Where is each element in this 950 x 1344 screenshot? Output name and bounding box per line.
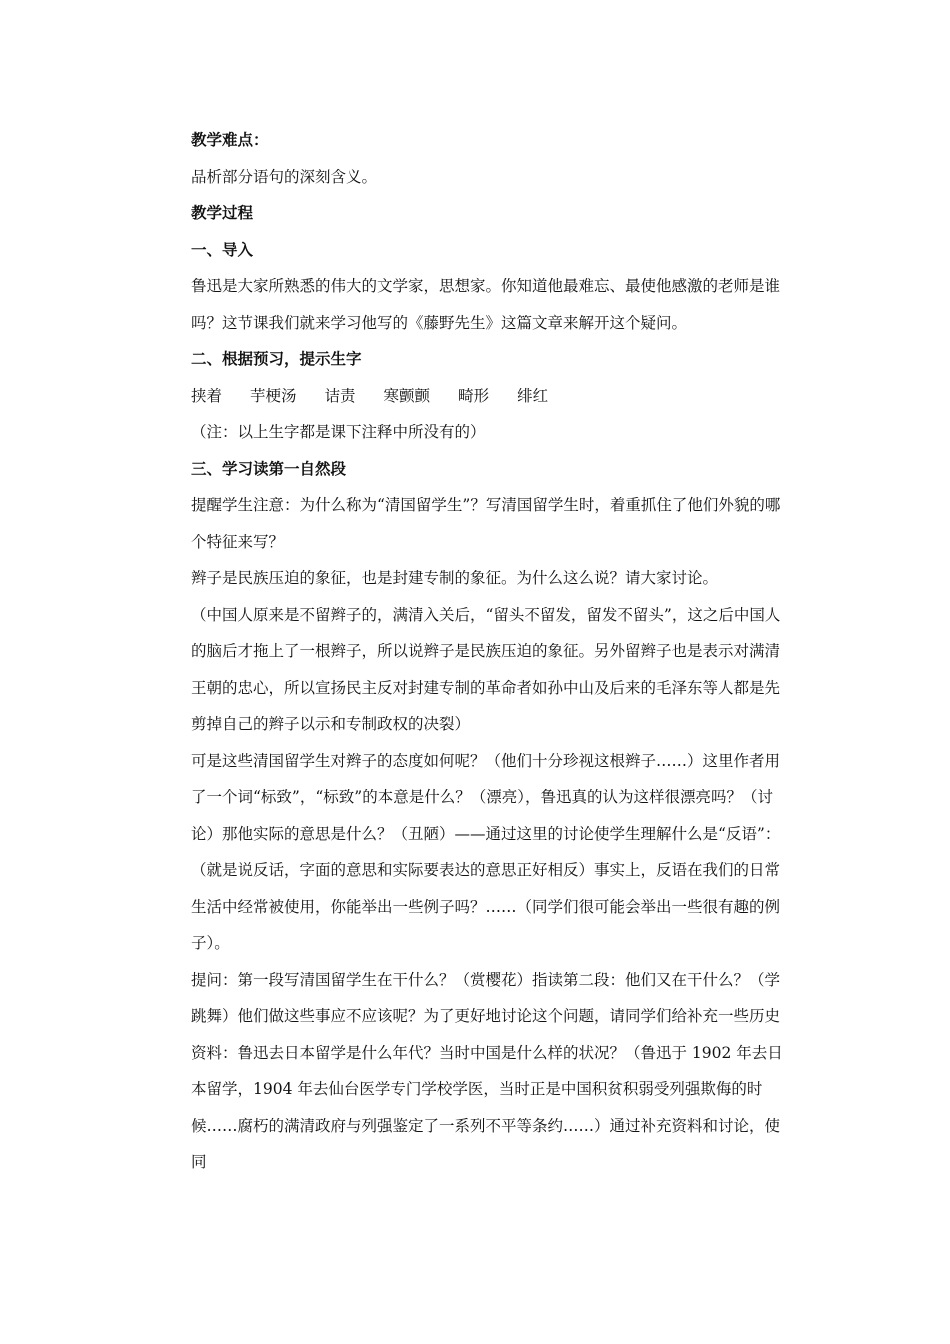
- difficulty-text: 品析部分语句的深刻含义。: [191, 167, 378, 186]
- section3-paragraph-2: 辫子是民族压迫的象征，也是封建专制的象征。为什么这么说？请大家讨论。: [191, 569, 719, 587]
- new-character-item: 绯红: [517, 386, 549, 405]
- section1-heading: 一、导入: [191, 239, 254, 259]
- difficulty-heading: 教学难点：: [191, 130, 269, 149]
- section2-heading: 二、根据预习，提示生字: [191, 349, 362, 368]
- new-character-item: 寒颤颤: [383, 386, 431, 405]
- process-heading: 教学过程: [191, 203, 254, 222]
- new-character-item: 诘责: [324, 386, 356, 405]
- section3-paragraph-3: （中国人原来是不留辫子的，满清入关后，“留头不留发，留发不留头”，这之后中国人的脑后才拖上了一根辫子，所以说辫子是民族压迫的象征。另外留辫子也是表示对满清王朝的忠心，所以宣扬民主反对封建专制的革命者如孙中山及后来的毛泽东等人都是先剪掉自己的辫子以示和专制政权的决裂）: [191, 605, 781, 733]
- new-characters-list: [191, 378, 795, 415]
- section3-paragraph-1: 提醒学生注意：为什么称为“清国留学生”？写清国留学生时，着重抓住了他们外貌的哪个特征来写？: [191, 496, 781, 551]
- section3-paragraph-4: 可是这些清国留学生对辫子的态度如何呢？（他们十分珍视这根辫子……）这里作者用了一个词“标致”，“标致”的本意是什么？（漂亮），鲁迅真的认为这样很漂亮吗？（讨论）那他实际的意思是什么？（丑陋）——通过这里的讨论使学生理解什么是“反语”：（就是说反话，字面的意思和实际要表达的意思正好相反）事实上，反语在我们的日常生活中经常被使用，你能举出一些例子吗？……（同学们很可能会举出一些很有趣的例子）。: [191, 751, 781, 952]
- section3-paragraph-5: 提问：第一段写清国留学生在干什么？（赏樱花）指读第二段：他们又在干什么？（学跳舞）他们做这些事应不应该呢？为了更好地讨论这个问题，请同学们给补充一些历史资料：鲁迅去日本留学是什么年代？当时中国是什么样的状况？（鲁迅于 1902 年去日本留学，1904 年去仙台医学专门学校学医，当时正是中国积贫积弱受列强欺侮的时候……腐朽的满清政府与列强鉴定了一系列不平等条约……）通过补充资料和讨论，使同: [191, 970, 783, 1171]
- document-body: [191, 122, 795, 1181]
- new-character-item: 畸形: [458, 386, 490, 405]
- section3-heading: 三、学习读第一自然段: [191, 458, 347, 478]
- section1-paragraph: 鲁迅是大家所熟悉的伟大的文学家，思想家。你知道他最难忘、最使他感激的老师是谁吗？这节课我们就来学习他写的《藤野先生》这篇文章来解开这个疑问。: [191, 277, 781, 332]
- new-character-item: 挟着: [191, 386, 223, 405]
- new-character-item: 芋梗汤: [250, 386, 297, 405]
- section2-note: （注：以上生字都是课下注释中所没有的）: [191, 423, 486, 441]
